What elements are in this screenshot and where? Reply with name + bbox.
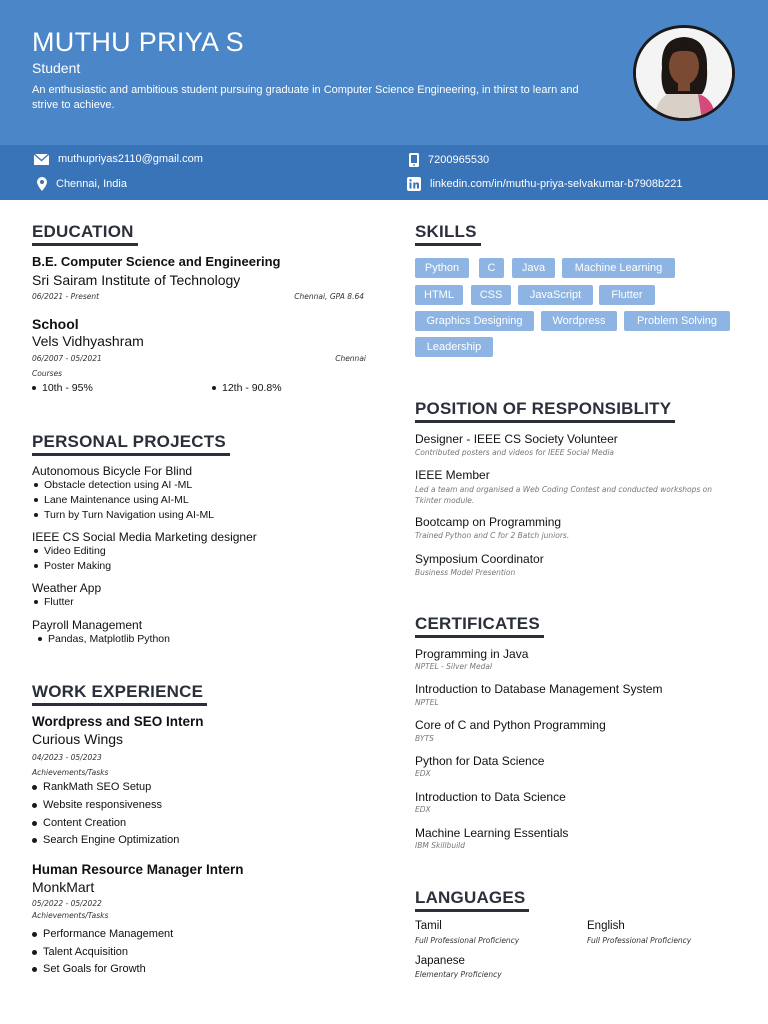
resume-header [0,0,768,145]
certificate-title: Introduction to Database Management System [415,682,663,696]
linkedin-text: linkedin.com/in/muthu-priya-selvakumar-b7908b221 [430,178,683,190]
job-bullet: Set Goals for Growth [32,963,146,975]
certificate-issuer: NPTEL - Silver Medal [415,662,493,671]
job-bullet: RankMath SEO Setup [32,781,151,793]
position-title: Designer - IEEE CS Society Volunteer [415,432,618,446]
skill-tag: Leadership [415,337,493,357]
job-dates: 04/2023 - 05/2023 [32,753,102,762]
position-desc: Contributed posters and videos for IEEE Social Media [415,448,615,457]
project-bullet: Lane Maintenance using AI-ML [34,494,189,506]
education-heading: EDUCATION [32,222,134,241]
certificate-title: Python for Data Science [415,754,545,768]
contact-email[interactable] [34,153,203,165]
contact-bar [0,145,768,200]
job-label: Achievements/Tasks [32,768,109,777]
certificates-heading: CERTIFICATES [415,614,540,633]
contact-linkedin[interactable] [407,177,683,191]
skill-tag: HTML [415,285,463,305]
certificate-title: Machine Learning Essentials [415,826,569,840]
envelope-icon [34,154,49,165]
language-level: Full Professional Proficiency [587,936,692,945]
skill-tag: Machine Learning [562,258,675,278]
linkedin-icon [407,177,421,191]
certificate-issuer: EDX [415,769,431,778]
project-title: Weather App [32,581,102,595]
language-name: Tamil [415,920,442,932]
position-title: IEEE Member [415,468,490,482]
education-institution: Sri Sairam Institute of Technology [32,272,241,288]
skill-tag: Flutter [599,285,655,305]
language-level: Full Professional Proficiency [415,936,520,945]
contact-location [37,177,127,191]
skill-tag: Python [415,258,469,278]
language-name: Japanese [415,955,465,967]
phone-text: 7200965530 [428,154,490,166]
certificate-title: Introduction to Data Science [415,790,566,804]
languages-heading: LANGUAGES [415,888,526,907]
job-label: Achievements/Tasks [32,911,109,920]
language-name: English [587,920,625,932]
job-company: MonkMart [32,879,95,895]
project-bullet: Flutter [34,596,74,608]
summary-text: An enthusiastic and ambitious student pursuing graduate in Computer Science Engineering, in thirst to learn and strive to achieve. [32,84,579,111]
skills-heading: SKILLS [415,222,477,241]
courses-label: Courses [32,369,63,378]
school-institution: Vels Vidhyashram [32,333,144,349]
job-dates: 05/2022 - 05/2022 [32,899,102,908]
job-bullet: Talent Acquisition [32,946,128,958]
project-bullet: Pandas, Matplotlib Python [38,633,170,645]
school-dates: 06/2007 - 05/2021 [32,354,102,363]
position-title: Symposium Coordinator [415,552,544,566]
course-item: 10th - 95% [32,382,93,394]
contact-phone[interactable] [409,153,489,167]
phone-icon [409,153,419,167]
job-bullet: Content Creation [32,817,126,829]
job-role: Wordpress and SEO Intern [32,714,204,729]
education-degree: B.E. Computer Science and Engineering [32,254,281,269]
position-desc: Trained Python and C for 2 Batch juniors. [415,531,570,540]
candidate-name: MUTHU PRIYA S [32,27,244,57]
project-bullet: Obstacle detection using AI -ML [34,479,192,491]
education-dates: 06/2021 - Present [32,292,100,301]
school-title: School [32,316,79,332]
certificate-issuer: IBM Skillbuild [415,841,466,850]
job-bullet: Search Engine Optimization [32,834,179,846]
certificate-title: Programming in Java [415,647,529,661]
position-desc: Led a team and organised a Web Coding Contest and conducted workshops on Tkinter module. [415,485,712,505]
school-location: Chennai [335,354,366,363]
project-title: IEEE CS Social Media Marketing designer [32,530,257,544]
projects-heading: PERSONAL PROJECTS [32,432,226,451]
work-heading: WORK EXPERIENCE [32,682,204,701]
skill-tag: Graphics Designing [415,311,534,331]
course-item: 12th - 90.8% [212,382,282,394]
job-bullet: Performance Management [32,928,173,940]
language-level: Elementary Proficiency [415,970,502,979]
positions-heading: POSITION OF RESPONSIBLITY [415,399,672,418]
project-bullet: Video Editing [34,545,106,557]
job-company: Curious Wings [32,731,124,747]
location-text: Chennai, India [56,178,127,190]
profile-photo-image [636,28,732,118]
skill-tag: C [479,258,504,278]
certificate-issuer: BYTS [415,734,434,743]
certificate-issuer: EDX [415,805,431,814]
location-pin-icon [37,177,47,191]
skill-tag: CSS [471,285,511,305]
position-title: Bootcamp on Programming [415,515,562,529]
certificate-title: Core of C and Python Programming [415,718,606,732]
skill-tag: JavaScript [518,285,593,305]
email-text: muthupriyas2110@gmail.com [58,153,203,165]
profile-photo [633,25,735,121]
certificate-issuer: NPTEL [415,698,439,707]
skill-tag: Java [512,258,555,278]
job-bullet: Website responsiveness [32,799,162,811]
project-title: Payroll Management [32,618,143,632]
candidate-role: Student [32,60,81,76]
project-title: Autonomous Bicycle For Blind [32,464,193,478]
project-bullet: Turn by Turn Navigation using AI-ML [34,509,214,521]
skill-tag: Wordpress [541,311,617,331]
job-role: Human Resource Manager Intern [32,862,244,877]
skill-tag: Problem Solving [624,311,730,331]
education-location: Chennai, GPA 8.64 [294,292,364,301]
project-bullet: Poster Making [34,560,111,572]
position-desc: Business Model Presention [415,568,516,577]
